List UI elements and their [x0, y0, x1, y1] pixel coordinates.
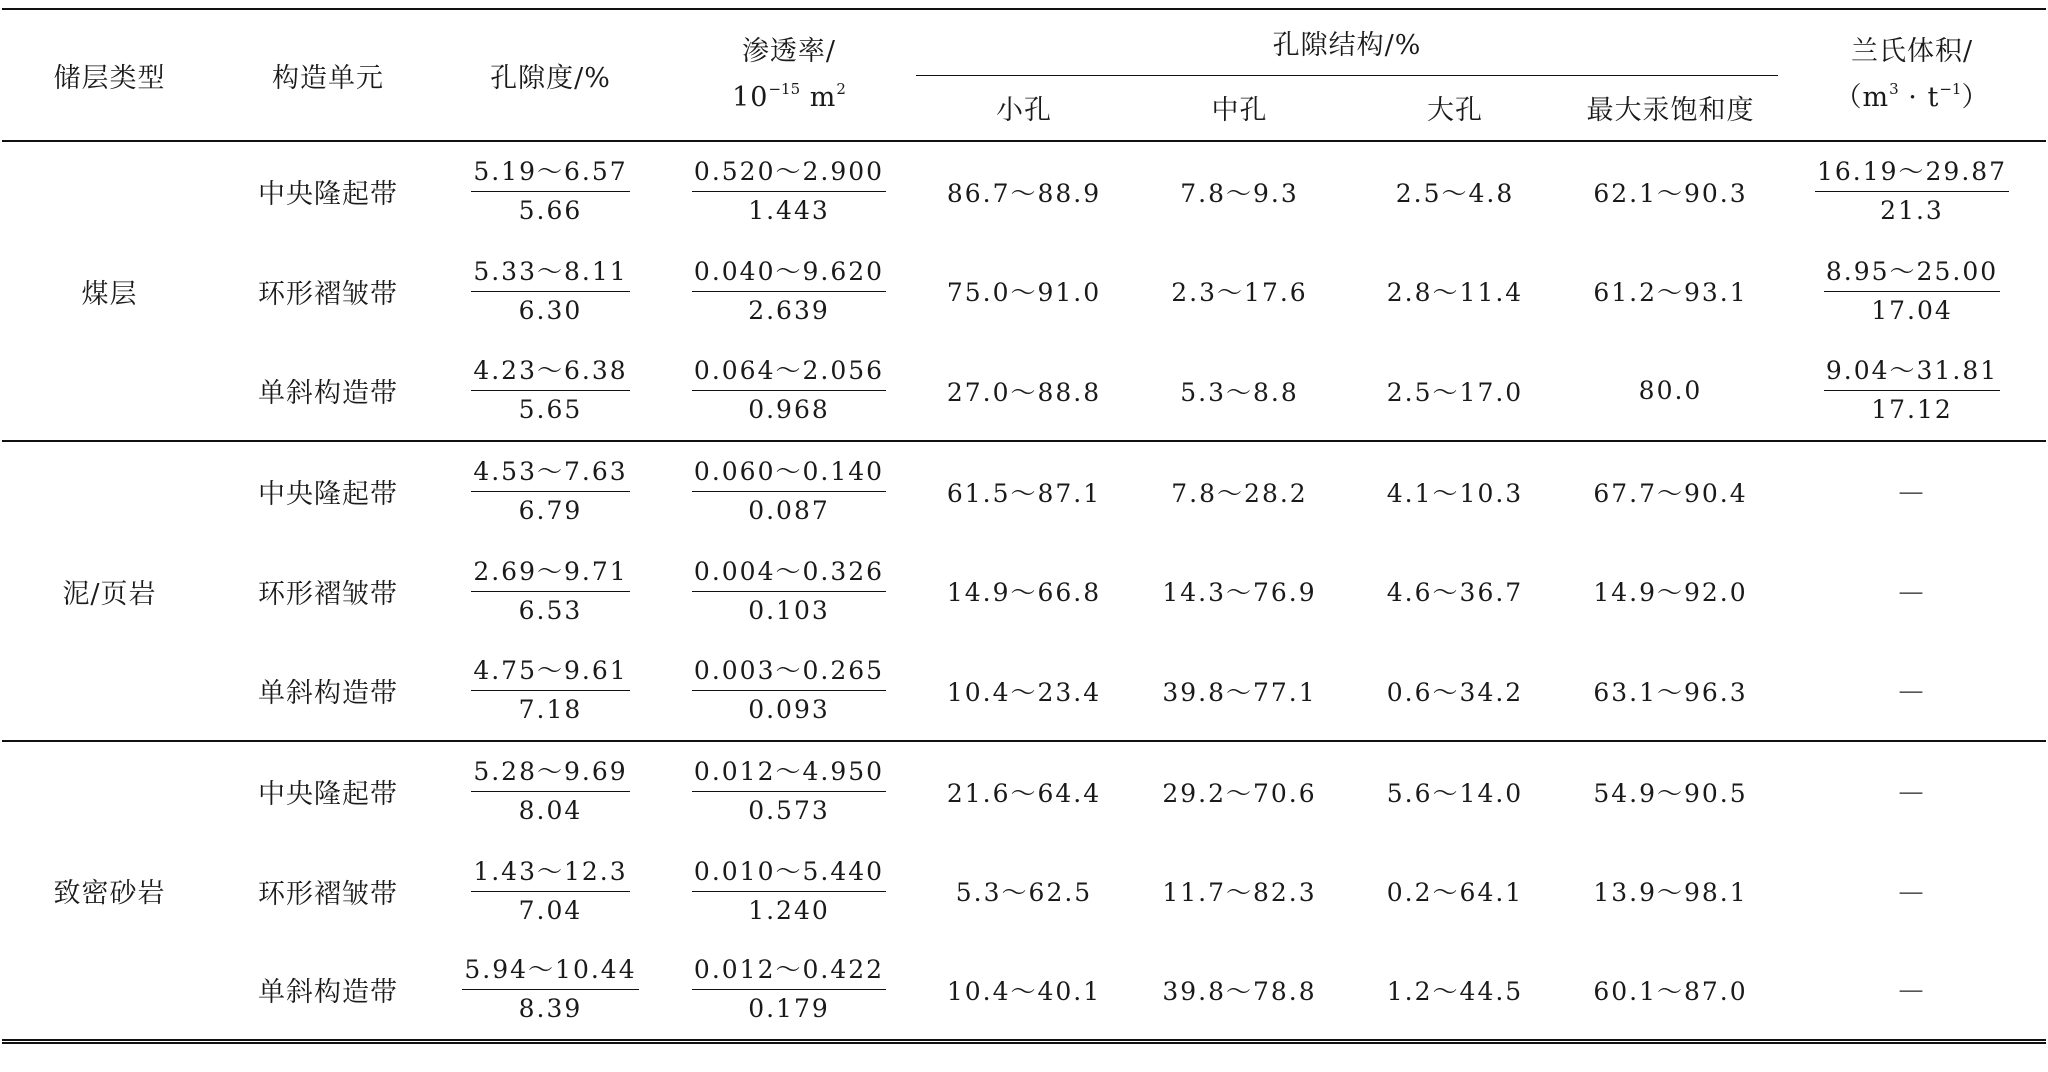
langmuir-volume-cell: —	[1898, 477, 1926, 506]
permeability-unit-m: m	[800, 82, 837, 113]
small-pore-cell: 14.9～66.8	[946, 578, 1102, 607]
max-hg-saturation-cell: 54.9～90.5	[1593, 778, 1748, 808]
large-pore-cell: 0.2～64.1	[1386, 878, 1524, 907]
range-value: 4.75～9.61	[471, 652, 629, 691]
porosity-cell	[439, 941, 662, 1041]
large-pore-cell: 4.6～36.7	[1386, 578, 1524, 607]
langmuir-unit-mid: · t	[1898, 82, 1940, 113]
mean-value: 1.443	[748, 196, 830, 225]
permeability-cell	[662, 341, 916, 441]
range-value: 4.53～7.63	[471, 453, 629, 492]
mean-value: 1.240	[748, 895, 830, 925]
structural-unit-cell: 环形褶皱带	[258, 878, 398, 910]
fraction	[692, 553, 886, 630]
structural-unit-cell: 单斜构造带	[258, 378, 398, 409]
mean-value: 0.103	[748, 595, 830, 625]
max-hg-saturation-cell: 14.9～92.0	[1593, 578, 1748, 607]
fraction	[692, 652, 886, 729]
range-value: 0.064～2.056	[692, 352, 886, 391]
range-value: 0.040～9.620	[692, 253, 886, 292]
langmuir-unit-t-exponent: −1	[1939, 80, 1962, 98]
header-permeability-label: 渗透率/	[741, 36, 837, 67]
porosity-cell	[439, 141, 662, 241]
medium-pore-cell: 11.7～82.3	[1162, 878, 1317, 907]
permeability-unit-exponent: −15	[768, 80, 801, 98]
header-reservoir-type: 储层类型	[53, 62, 166, 94]
header-permeability-unit	[662, 75, 916, 121]
range-value: 5.33～8.11	[471, 253, 629, 292]
medium-pore-cell: 39.8～78.8	[1162, 976, 1317, 1006]
header-porosity: 孔隙度/%	[490, 62, 611, 94]
permeability-cell	[662, 241, 916, 341]
table-row	[2, 841, 2046, 941]
range-value: 0.004～0.326	[692, 553, 886, 592]
porosity-cell	[439, 541, 662, 641]
mean-value: 0.087	[748, 496, 830, 525]
langmuir-volume-cell: —	[1898, 876, 1926, 906]
porosity-cell	[439, 641, 662, 741]
mean-value: 6.53	[518, 595, 583, 625]
fraction	[692, 453, 886, 530]
mean-value: 8.39	[518, 994, 583, 1024]
range-value: 0.520～2.900	[692, 153, 886, 192]
porosity-cell	[439, 841, 662, 941]
mean-value: 0.968	[748, 395, 830, 424]
range-value: 0.012～0.422	[692, 951, 886, 990]
large-pore-cell: 0.6～34.2	[1386, 677, 1524, 707]
reservoir-type-cell: 煤层	[81, 278, 138, 310]
mean-value: 0.093	[748, 695, 830, 724]
header-langmuir-volume-unit	[1778, 75, 2046, 121]
range-value: 0.012～4.950	[692, 753, 886, 792]
range-value: 4.23～6.38	[471, 352, 629, 391]
medium-pore-cell: 39.8～77.1	[1162, 677, 1317, 707]
permeability-cell	[662, 441, 916, 541]
large-pore-cell: 2.5～17.0	[1386, 377, 1524, 407]
langmuir-volume-cell	[1778, 341, 2046, 441]
fraction	[692, 153, 886, 230]
fraction	[692, 853, 886, 930]
langmuir-volume-cell	[1778, 141, 2046, 241]
header-large-pore: 大孔	[1427, 95, 1483, 127]
large-pore-cell: 2.5～4.8	[1395, 178, 1515, 208]
mean-value: 6.30	[518, 295, 583, 325]
range-value: 5.94～10.44	[462, 951, 638, 990]
fraction	[462, 951, 638, 1028]
fraction	[692, 253, 886, 330]
table-group	[2, 141, 2046, 441]
range-value: 9.04～31.81	[1824, 352, 2000, 391]
mean-value: 5.66	[518, 196, 583, 225]
table-row	[2, 541, 2046, 641]
table-row	[2, 141, 2046, 241]
header-pore-structure: 孔隙结构/%	[916, 9, 1778, 75]
reservoir-type-cell: 致密砂岩	[53, 877, 166, 909]
mean-value: 7.04	[518, 895, 583, 925]
fraction	[471, 453, 629, 530]
small-pore-cell: 86.7～88.9	[946, 178, 1102, 208]
small-pore-cell: 61.5～87.1	[946, 478, 1102, 508]
structural-unit-cell: 环形褶皱带	[258, 578, 398, 610]
mean-value: 2.639	[748, 295, 830, 325]
mean-value: 17.04	[1871, 295, 1953, 325]
table-row	[2, 441, 2046, 541]
fraction	[1824, 253, 2000, 330]
range-value: 0.003～0.265	[692, 652, 886, 691]
small-pore-cell: 5.3～62.5	[955, 878, 1093, 907]
fraction	[471, 652, 629, 729]
mean-value: 17.12	[1871, 395, 1953, 424]
medium-pore-cell: 7.8～9.3	[1180, 178, 1299, 208]
mean-value: 0.573	[748, 796, 830, 825]
permeability-cell	[662, 641, 916, 741]
structural-unit-cell: 中央隆起带	[258, 479, 398, 510]
header-small-pore: 小孔	[996, 95, 1052, 127]
max-hg-saturation-cell: 60.1～87.0	[1593, 976, 1748, 1006]
small-pore-cell: 27.0～88.8	[946, 377, 1102, 407]
small-pore-cell: 21.6～64.4	[946, 778, 1102, 808]
fraction	[471, 352, 629, 429]
header-permeability	[662, 9, 916, 141]
range-value: 1.43～12.3	[471, 853, 629, 892]
reservoir-properties-table	[2, 8, 2046, 1044]
fraction	[471, 153, 629, 230]
mean-value: 8.04	[518, 796, 583, 825]
range-value: 5.28～9.69	[471, 753, 629, 792]
langmuir-volume-cell: —	[1898, 676, 1926, 705]
small-pore-cell: 10.4～40.1	[946, 976, 1102, 1006]
structural-unit-cell: 单斜构造带	[258, 977, 398, 1009]
max-hg-saturation-cell: 13.9～98.1	[1593, 878, 1748, 907]
mean-value: 0.179	[748, 994, 830, 1024]
table-row	[2, 941, 2046, 1041]
max-hg-saturation-cell: 67.7～90.4	[1593, 478, 1748, 508]
range-value: 0.060～0.140	[692, 453, 886, 492]
range-value: 0.010～5.440	[692, 853, 886, 892]
table-header	[2, 9, 2046, 141]
range-value: 8.95～25.00	[1824, 253, 2000, 292]
medium-pore-cell: 14.3～76.9	[1162, 578, 1317, 607]
structural-unit-cell: 中央隆起带	[258, 179, 398, 210]
header-langmuir-volume-label: 兰氏体积/	[1850, 36, 1974, 67]
fraction	[471, 753, 629, 830]
header-medium-pore: 中孔	[1211, 95, 1268, 127]
large-pore-cell: 1.2～44.5	[1386, 976, 1524, 1006]
permeability-unit-base: 10	[732, 82, 769, 113]
langmuir-volume-cell	[1778, 241, 2046, 341]
small-pore-cell: 10.4～23.4	[946, 677, 1102, 707]
table-row	[2, 341, 2046, 441]
permeability-unit-m-exponent: 2	[836, 80, 846, 98]
range-value: 2.69～9.71	[471, 553, 629, 592]
mean-value: 21.3	[1880, 196, 1944, 225]
reservoir-type-cell: 泥/页岩	[62, 578, 157, 610]
structural-unit-cell: 环形褶皱带	[258, 278, 398, 310]
langmuir-volume-cell: —	[1898, 576, 1926, 606]
large-pore-cell: 2.8～11.4	[1386, 278, 1524, 307]
max-hg-saturation-cell: 62.1～90.3	[1593, 178, 1748, 208]
table-group	[2, 441, 2046, 741]
mean-value: 7.18	[518, 695, 583, 724]
permeability-cell	[662, 841, 916, 941]
fraction	[1824, 352, 2000, 429]
table-row	[2, 241, 2046, 341]
langmuir-unit-m-exponent: 3	[1889, 80, 1899, 98]
porosity-cell	[439, 241, 662, 341]
fraction	[471, 853, 629, 930]
permeability-cell	[662, 541, 916, 641]
medium-pore-cell: 29.2～70.6	[1162, 778, 1317, 808]
large-pore-cell: 4.1～10.3	[1386, 478, 1524, 508]
langmuir-volume-cell: —	[1898, 777, 1926, 806]
structural-unit-cell: 中央隆起带	[258, 779, 398, 810]
structural-unit-cell: 单斜构造带	[258, 678, 398, 709]
range-value: 5.19～6.57	[471, 153, 629, 192]
fraction	[692, 753, 886, 830]
permeability-cell	[662, 941, 916, 1041]
mean-value: 6.79	[518, 496, 583, 525]
table-row	[2, 741, 2046, 841]
header-langmuir-volume	[1778, 9, 2046, 141]
range-value: 16.19～29.87	[1815, 153, 2009, 192]
porosity-cell	[439, 741, 662, 841]
header-structural-unit: 构造单元	[272, 62, 384, 94]
porosity-cell	[439, 441, 662, 541]
table-group	[2, 741, 2046, 1041]
large-pore-cell: 5.6～14.0	[1386, 778, 1524, 808]
permeability-cell	[662, 741, 916, 841]
max-hg-saturation-cell: 63.1～96.3	[1593, 677, 1748, 707]
fraction	[692, 352, 886, 429]
header-row-1	[2, 9, 2046, 75]
medium-pore-cell: 2.3～17.6	[1171, 278, 1308, 307]
table-row	[2, 641, 2046, 741]
porosity-cell	[439, 341, 662, 441]
fraction	[471, 553, 629, 630]
langmuir-unit-close: ）	[1961, 82, 1990, 113]
fraction	[471, 253, 629, 330]
max-hg-saturation-cell: 61.2～93.1	[1593, 278, 1748, 307]
fraction	[1815, 153, 2009, 230]
small-pore-cell: 75.0～91.0	[946, 278, 1102, 307]
max-hg-saturation-cell: 80.0	[1638, 376, 1703, 405]
langmuir-unit-open: （m	[1834, 82, 1890, 113]
fraction	[692, 951, 886, 1028]
medium-pore-cell: 7.8～28.2	[1171, 478, 1308, 508]
header-max-hg-saturation: 最大汞饱和度	[1586, 95, 1755, 127]
medium-pore-cell: 5.3～8.8	[1180, 377, 1299, 407]
mean-value: 5.65	[518, 395, 583, 424]
langmuir-volume-cell: —	[1898, 975, 1926, 1005]
permeability-cell	[662, 141, 916, 241]
